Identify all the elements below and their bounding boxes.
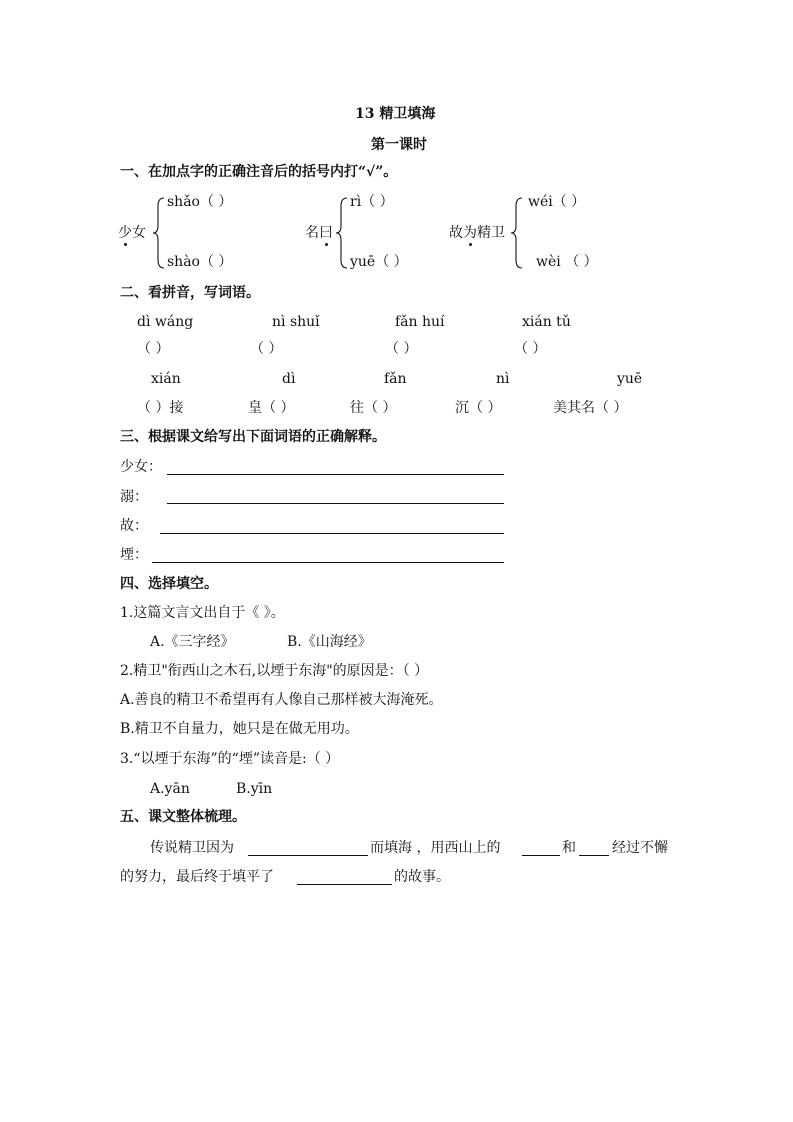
word-meiqimingyue[interactable]: 美其名（ ） — [553, 400, 628, 416]
brace-3 — [510, 196, 524, 270]
option-1b[interactable]: B.《山海经》 — [287, 634, 372, 650]
pinyin-yue: yuē（ ） — [350, 254, 408, 270]
answer-box-nishui[interactable]: （ ） — [250, 341, 283, 357]
blank-reason[interactable] — [248, 855, 368, 856]
term-yin: 堙： — [120, 547, 148, 563]
section5-heading: 五、课文整体梳理。 — [120, 809, 246, 825]
summary-text-3: 和 — [562, 840, 576, 856]
question-2: 2.精卫"衔西山之木石,以堙于东海"的原因是：（ ） — [120, 663, 429, 679]
pinyin-shao3: shǎo（ ） — [167, 194, 233, 210]
summary-text-5: 的努力，最后终于填平了 — [120, 869, 274, 885]
pinyin-xiantu: xián tǔ — [522, 314, 571, 330]
page-title: 13 精卫填海 — [355, 106, 436, 122]
question-1: 1.这篇文言文出自于《 》。 — [120, 605, 285, 621]
pinyin-di: dì — [282, 371, 296, 387]
blank-material-1[interactable] — [522, 855, 560, 856]
answer-line-ni[interactable] — [167, 503, 504, 504]
summary-text-2: 而填海 ，用西山上的 — [370, 840, 501, 856]
dotted-char: 少 — [118, 225, 132, 241]
pinyin-shao4: shào（ ） — [167, 254, 233, 270]
word-wangfan[interactable]: 往（ ） — [350, 400, 397, 416]
page-subtitle: 第一课时 — [371, 137, 427, 153]
option-2a[interactable]: A.善良的精卫不希望再有人像自己那样被大海淹死。 — [120, 692, 443, 708]
option-3a[interactable]: A.yān — [150, 781, 190, 797]
summary-text-6: 的故事。 — [394, 869, 450, 885]
pinyin-xian: xián — [151, 371, 181, 387]
answer-box-fanhui[interactable]: （ ） — [385, 341, 418, 357]
section1-heading: 一、在加点字的正确注音后的括号内打“√”。 — [120, 164, 398, 180]
term-ni: 溺： — [120, 489, 148, 505]
summary-text-1: 传说精卫因为 — [150, 840, 234, 856]
option-2b[interactable]: B.精卫不自量力，她只是在做无用功。 — [120, 721, 359, 737]
word-shaonv: 少女 — [118, 225, 146, 241]
question-3: 3.“以堙于东海”的“堙”读音是:（ ） — [120, 751, 340, 767]
option-1a[interactable]: A.《三字经》 — [150, 634, 235, 650]
term-gu: 故： — [120, 518, 148, 534]
answer-box-diwang[interactable]: （ ） — [137, 341, 170, 357]
section4-heading: 四、选择填空。 — [120, 576, 218, 592]
blank-material-2[interactable] — [579, 855, 609, 856]
pinyin-diwang: dì wáng — [137, 314, 194, 330]
answer-line-gu[interactable] — [160, 533, 504, 534]
dotted-char: 曰 — [319, 225, 333, 241]
word-mingyue: 名曰 — [305, 225, 333, 241]
pinyin-yue-2: yuē — [617, 371, 643, 387]
option-3b[interactable]: B.yīn — [236, 781, 273, 797]
answer-line-yin[interactable] — [152, 562, 504, 563]
brace-2 — [335, 196, 349, 270]
word-chenni[interactable]: 沉（ ） — [455, 400, 502, 416]
word-xianjie[interactable]: （ ）接 — [137, 400, 184, 416]
section2-heading: 二、看拼音，写词语。 — [120, 285, 260, 301]
pinyin-fan: fǎn — [384, 371, 407, 387]
dotted-char: 为 — [463, 225, 477, 241]
section3-heading: 三、根据课文给写出下面词语的正确解释。 — [120, 429, 386, 445]
pinyin-fanhui: fǎn huí — [395, 314, 445, 330]
answer-line-shaonv[interactable] — [167, 474, 504, 475]
term-shaonv: 少女： — [120, 459, 162, 475]
pinyin-ri: rì（ ） — [350, 194, 394, 210]
pinyin-nishui: nì shuǐ — [272, 314, 320, 330]
brace-1 — [152, 196, 166, 270]
word-huangdi[interactable]: 皇（ ） — [248, 400, 295, 416]
answer-box-xiantu[interactable]: （ ） — [514, 341, 547, 357]
pinyin-ni: nì — [496, 371, 510, 387]
word-guweijingwei: 故为精卫 — [449, 225, 505, 241]
blank-result[interactable] — [297, 884, 392, 885]
pinyin-wei2: wéi（ ） — [528, 194, 586, 210]
summary-text-4: 经过不懈 — [612, 840, 668, 856]
pinyin-wei4: wèi （ ） — [536, 254, 598, 270]
